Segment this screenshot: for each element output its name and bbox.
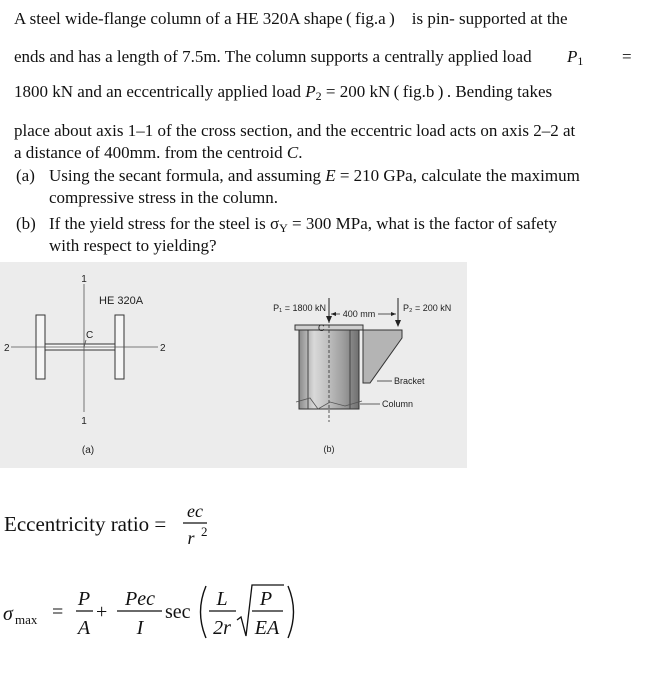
- ecc-numerator: ec: [187, 501, 203, 521]
- eccentricity-ratio-formula: [0, 496, 240, 556]
- left-paren: [201, 586, 207, 638]
- term2-numerator: Pec: [125, 588, 155, 610]
- problem-line-2: ends and has a length of 7.5m. The column supports a centrally applied load $P_1$ =: [14, 47, 632, 68]
- ecc-denominator-exponent: 2: [201, 524, 208, 539]
- fig-a-axis1-bottom: 1: [81, 416, 87, 427]
- fig-a-axis2-right: 2: [160, 343, 166, 354]
- problem-line-1: A steel wide-flange column of a HE 320A shape ( fig.a ) is pin- supported at the: [14, 9, 568, 28]
- sigma-symbol: σ: [3, 603, 13, 625]
- figure-svg: [0, 262, 467, 468]
- term1-denominator: A: [77, 617, 91, 639]
- term2-denominator: I: [136, 617, 144, 639]
- fig-b-p1-label: P₁ = 1800 kN: [273, 303, 326, 313]
- sec-function: sec: [165, 601, 191, 623]
- L-over-2r-numerator: L: [216, 588, 228, 610]
- equals-sign: =: [52, 601, 64, 623]
- problem-line-5: a distance of 400mm. from the centroid C.: [14, 143, 303, 162]
- ecc-label: Eccentricity ratio =: [4, 512, 167, 536]
- term1-numerator: P: [77, 588, 91, 610]
- fig-b-p2-label: P₂ = 200 kN: [403, 303, 452, 313]
- fig-b-bracket-label: Bracket: [394, 376, 425, 386]
- ecc-denominator-r: r: [187, 528, 195, 548]
- fig-b-caption: (b): [323, 444, 335, 454]
- secant-formula: [0, 576, 300, 646]
- fig-b-column-label: Column: [382, 399, 414, 409]
- problem-line-3: 1800 kN and an eccentrically applied load $P_2 = 200$ kN ( fig.b ) . Bending takes: [14, 82, 553, 103]
- radicand-numerator: P: [259, 588, 273, 610]
- L-over-2r-denominator: 2r: [213, 617, 231, 639]
- fig-a-centroid-label: C: [86, 330, 94, 341]
- sigma-subscript: max: [15, 612, 38, 627]
- plus-sign: +: [96, 601, 108, 623]
- fig-a-axis2-left: 2: [4, 343, 10, 354]
- fig-b-dimension-label: 400 mm: [342, 309, 376, 319]
- radicand-denominator: EA: [254, 617, 280, 639]
- fig-a-axis1-top: 1: [81, 274, 87, 285]
- figure-panel: [0, 262, 467, 468]
- fig-a-caption: (a): [81, 445, 95, 456]
- problem-line-4: place about axis 1–1 of the cross section, and the eccentric load acts on axis 2–2 at: [14, 121, 576, 140]
- fig-b-centroid-label: C: [318, 323, 325, 333]
- right-paren: [288, 586, 294, 638]
- fig-a-shape-label: HE 320A: [99, 295, 144, 307]
